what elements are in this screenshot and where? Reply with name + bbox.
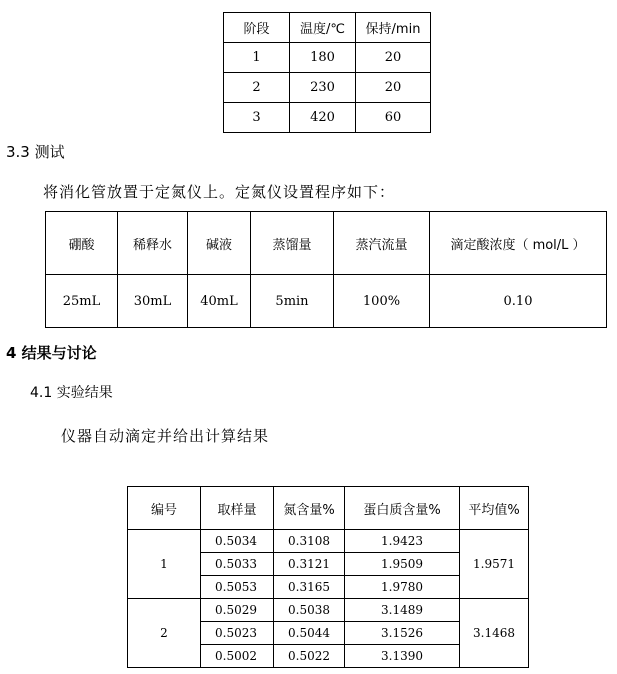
group-average-cell: 1.9571 <box>460 530 529 599</box>
table-cell: 2 <box>224 73 290 103</box>
header-cell-temperature: 温度/℃ <box>290 13 356 43</box>
results-table <box>127 486 529 668</box>
table-cell: 230 <box>290 73 356 103</box>
section-heading-4-1: 4.1 实验结果 <box>30 385 113 401</box>
table-cell: 0.3165 <box>274 576 345 599</box>
table-cell: 0.3108 <box>274 530 345 553</box>
table-cell: 0.5033 <box>201 553 274 576</box>
header-cell-protein: 蛋白质含量% <box>345 487 460 530</box>
table-cell: 0.5034 <box>201 530 274 553</box>
header-cell-hold-time: 保持/min <box>356 13 431 43</box>
table-cell: 3.1390 <box>345 645 460 668</box>
group-id-cell: 2 <box>128 599 201 668</box>
group-average-cell: 3.1468 <box>460 599 529 668</box>
table-row <box>224 73 431 103</box>
header-cell-id: 编号 <box>128 487 201 530</box>
header-cell-steam-flow: 蒸汽流量 <box>334 212 430 275</box>
table-cell: 1 <box>224 43 290 73</box>
table-cell: 25mL <box>46 275 118 328</box>
table-cell: 3.1526 <box>345 622 460 645</box>
table-cell: 1.9423 <box>345 530 460 553</box>
table-cell: 0.3121 <box>274 553 345 576</box>
table-row <box>128 530 529 553</box>
table-cell: 5min <box>251 275 334 328</box>
section-heading-3-3: 3.3 测试 <box>6 143 65 161</box>
table-cell: 0.5044 <box>274 622 345 645</box>
table-row <box>224 103 431 133</box>
table-cell: 3.1489 <box>345 599 460 622</box>
group-id-cell: 1 <box>128 530 201 599</box>
table-cell: 0.5038 <box>274 599 345 622</box>
table-cell: 0.5022 <box>274 645 345 668</box>
table-cell: 100% <box>334 275 430 328</box>
heating-stage-table <box>223 12 431 133</box>
table-cell: 0.5053 <box>201 576 274 599</box>
table-header-row <box>128 487 529 530</box>
table-cell: 3 <box>224 103 290 133</box>
table-cell: 420 <box>290 103 356 133</box>
intro-paragraph: 将消化管放置于定氮仪上。定氮仪设置程序如下： <box>43 183 396 201</box>
section-heading-4: 4 结果与讨论 <box>6 344 97 362</box>
table-cell: 1.9509 <box>345 553 460 576</box>
table-row <box>128 599 529 622</box>
table-cell: 30mL <box>118 275 188 328</box>
header-cell-boric-acid: 硼酸 <box>46 212 118 275</box>
header-cell-nitrogen: 氮含量% <box>274 487 345 530</box>
table-row <box>224 43 431 73</box>
header-cell-distillation: 蒸馏量 <box>251 212 334 275</box>
table-cell: 40mL <box>188 275 251 328</box>
analyzer-program-table <box>45 211 607 328</box>
header-cell-average: 平均值% <box>460 487 529 530</box>
table-cell: 0.10 <box>430 275 607 328</box>
header-cell-titrant-concentration: 滴定酸浓度（ mol/L ） <box>430 212 607 275</box>
header-cell-dilution-water: 稀释水 <box>118 212 188 275</box>
results-paragraph: 仪器自动滴定并给出计算结果 <box>61 427 270 445</box>
table-header-row <box>224 13 431 43</box>
table-cell: 0.5023 <box>201 622 274 645</box>
table-row <box>46 275 607 328</box>
table-cell: 0.5029 <box>201 599 274 622</box>
table-cell: 0.5002 <box>201 645 274 668</box>
header-cell-stage: 阶段 <box>224 13 290 43</box>
header-cell-sample-amount: 取样量 <box>201 487 274 530</box>
table-cell: 1.9780 <box>345 576 460 599</box>
table-cell: 20 <box>356 73 431 103</box>
header-cell-alkali: 碱液 <box>188 212 251 275</box>
table-cell: 20 <box>356 43 431 73</box>
table-cell: 180 <box>290 43 356 73</box>
table-header-row <box>46 212 607 275</box>
table-cell: 60 <box>356 103 431 133</box>
